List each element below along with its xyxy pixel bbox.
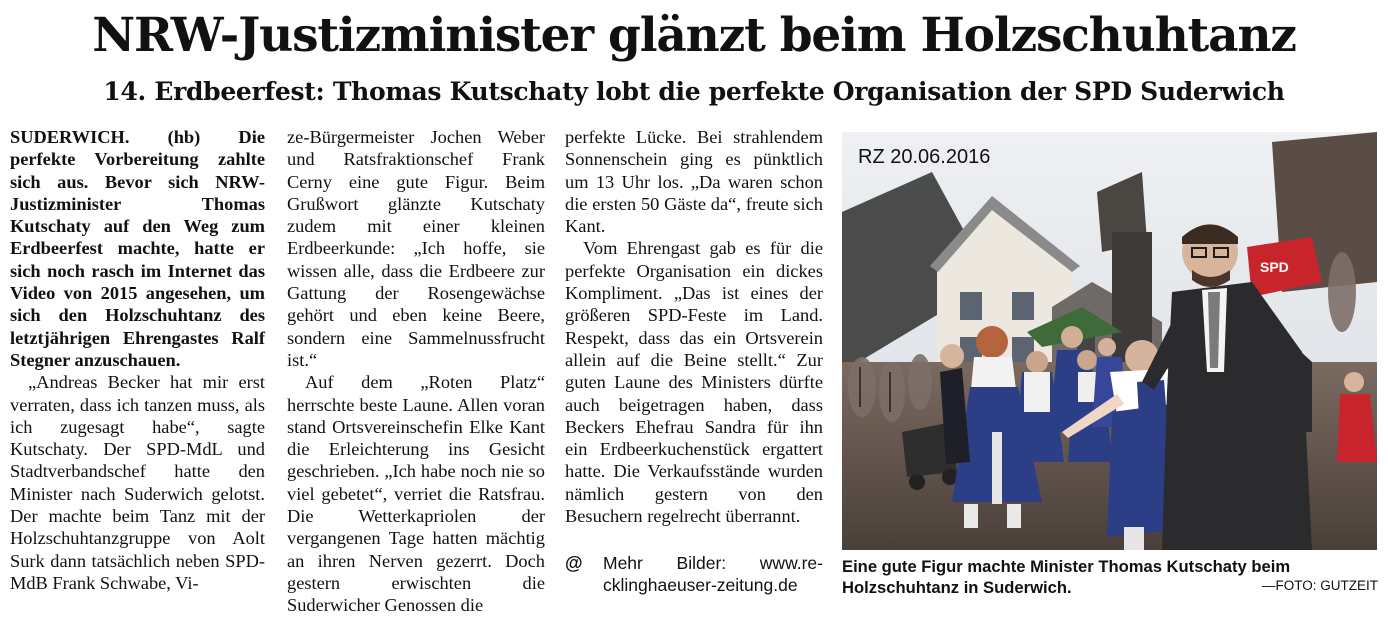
more-photos-line-1: Mehr Bilder: www.re-	[603, 553, 823, 573]
article-photo	[842, 132, 1377, 550]
article-lead-paragraph: SUDERWICH. (hb) Die perfekte Vorbereitung zahlte sich aus. Bevor sich NRW-Justizminister Thomas Kutschaty auf den Weg zum Erdbeerfest machte, hatte er sich noch rasch im Internet das Video von 2015 angesehen, um sich den Holzschuhtanz des letztjährigen Ehrengastes Ralf Stegner anzuschauen.	[10, 127, 265, 370]
photo-credit: —FOTO: GUTZEIT	[1262, 578, 1378, 593]
article-column-3	[565, 126, 823, 527]
article-column-2	[287, 126, 545, 617]
date-stamp: RZ 20.06.2016	[858, 146, 991, 168]
at-sign-icon: @	[565, 553, 583, 573]
article-paragraph: ze-Bürgermeister Jochen Weber und Ratsfraktionschef Frank Cerny eine gute Figur. Beim Grußwort glänzte Kutschaty zudem mit einer kleinen Erdbeerkunde: „Ich hoffe, sie wissen alle, dass die Erdbeere zur Gattung der Rosengewächse gehört und eben keine Beere, sondern eine Sammelnussfrucht ist.“	[287, 127, 545, 370]
article-paragraph: Vom Ehrengast gab es für die perfekte Organisation ein dickes Kompliment. „Das ist eines der größeren SPD-Feste im Land. Respekt, dass das ein Ortsverein allein auf die Beine stellt.“ Zur guten Laune des Ministers dürfte auch beigetragen haben, dass Beckers Ehefrau Sandra für ihn ein Erdbeerkuchenstück ergattert hatte. Die Verkaufsstände wurden nämlich gestern von den Besuchern regelrecht überrannt.	[565, 238, 823, 527]
subheadline: 14. Erdbeerfest: Thomas Kutschaty lobt die perfekte Organisation der SPD Suderwich	[103, 77, 1285, 106]
photo-caption-line-2: Holzschuhtanz in Suderwich.	[842, 578, 1072, 597]
article-column-1	[10, 126, 265, 594]
svg-text:SPD: SPD	[1260, 259, 1289, 275]
article-paragraph: Auf dem „Roten Platz“ herrschte beste Laune. Allen voran stand Ortsvereinschefin Elke Kant die Erleichterung ins Gesicht geschrieben. „Ich habe noch nie so viel gebetet“, verriet die Ratsfrau. Die Wetterkapriolen der vergangenen Tage hatten mächtig an ihren Nerven gezerrt. Doch gestern erwischten die Suderwicher Genossen die	[287, 372, 545, 616]
photo-caption-line-1: Eine gute Figur machte Minister Thomas Kutschaty beim	[842, 557, 1291, 576]
more-photos-link[interactable]: cklinghaeuser-zeitung.de	[603, 575, 798, 595]
article-paragraph: perfekte Lücke. Bei strahlendem Sonnenschein ging es pünktlich um 13 Uhr los. „Da waren schon die ersten 50 Gäste da“, freute sich Kant.	[565, 127, 823, 237]
article-paragraph: „Andreas Becker hat mir erst verraten, dass ich tanzen muss, als ich zugesagt habe“, sagte Kutschaty. Der SPD-MdL und Stadtverbandschef hatte den Minister nach Suderwich gelotst. Der machte beim Tanz mit der Holzschuhtanzgruppe von Aolt Surk dann tatsächlich neben SPD-MdB Frank Schwabe, Vi-	[10, 372, 265, 593]
headline: NRW-Justizminister glänzt beim Holzschuhtanz	[92, 8, 1296, 63]
